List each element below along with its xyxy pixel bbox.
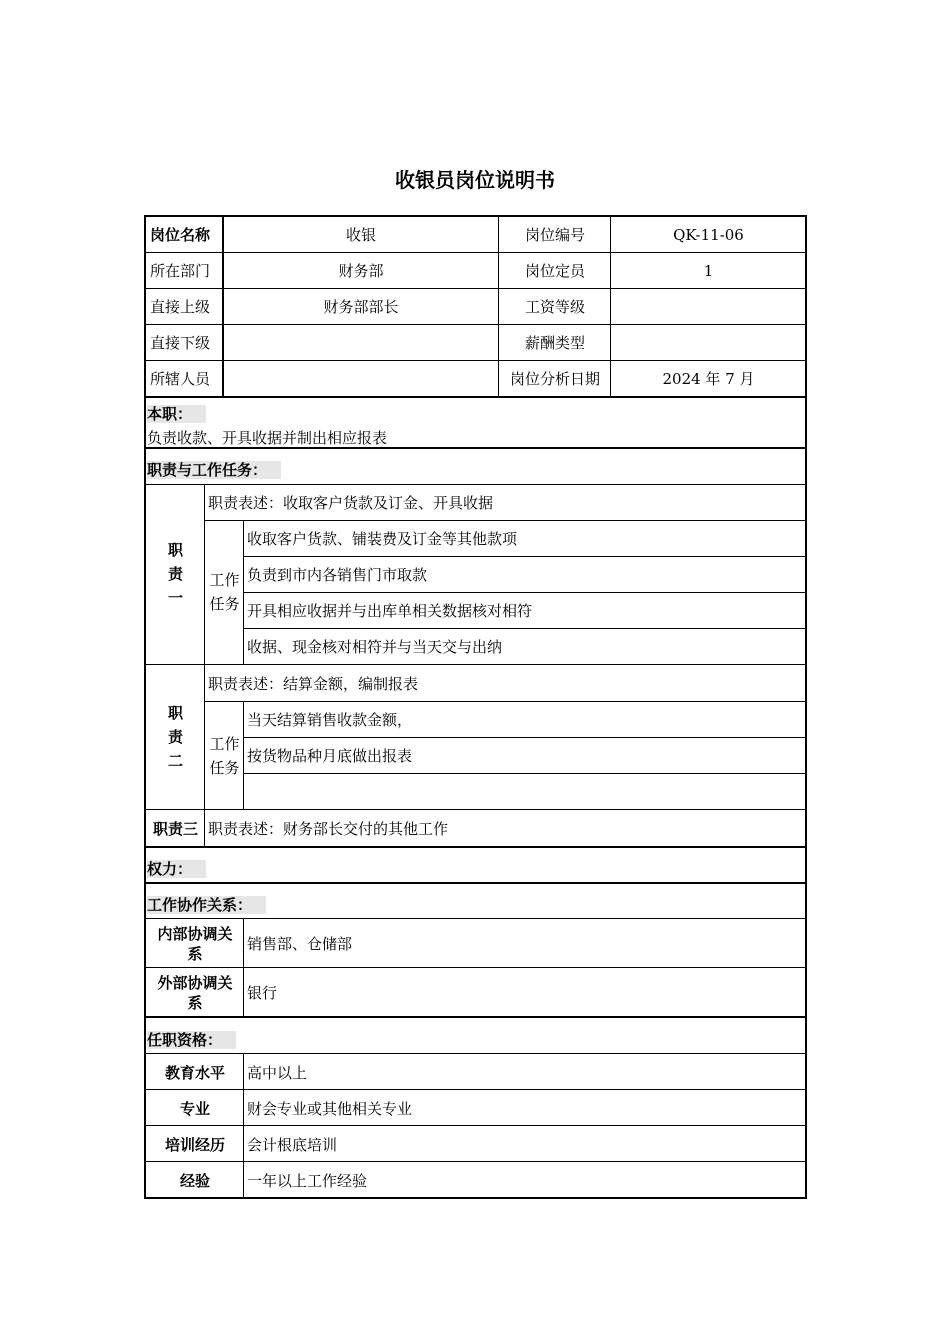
responsibility-1-task-label: 工作 任务	[209, 571, 240, 613]
value-position-name: 收银	[345, 225, 376, 244]
duty-text: 负责收款、开具收据并制出相应报表	[147, 429, 388, 447]
training-value: 会计根底培训	[247, 1136, 338, 1154]
label-position-code: 岗位编号	[524, 225, 585, 244]
external-coordination-label: 外部协调关 系	[157, 974, 233, 1012]
responsibility-1-task-2: 负责到市内各销售门市取款	[247, 566, 428, 584]
responsibility-2-task-2: 按货物品种月底做出报表	[247, 747, 413, 765]
value-headcount: 1	[703, 262, 714, 280]
responsibility-1-task-3: 开具相应收据并与出库单相关数据核对相符	[247, 602, 533, 620]
responsibility-1-label: 职 责 一	[167, 541, 183, 607]
responsibility-2-task-label: 工作 任务	[209, 735, 240, 777]
label-subordinate: 直接下级	[150, 334, 211, 352]
responsibility-3-label: 职责三	[152, 820, 198, 838]
major-value: 财会专业或其他相关专业	[247, 1100, 413, 1118]
external-coordination-value: 银行	[247, 984, 278, 1002]
authority-heading: 权力：	[147, 860, 206, 878]
label-analysis-date: 岗位分析日期	[509, 370, 600, 388]
responsibility-2-task-1: 当天结算销售收款金额，	[247, 711, 413, 729]
responsibility-2-desc: 职责表述：结算金额，编制报表	[208, 675, 419, 693]
responsibility-2-task-3	[244, 774, 806, 810]
qualification-heading: 任职资格：	[147, 1031, 236, 1049]
duty-heading: 本职：	[147, 405, 206, 423]
label-headcount: 岗位定员	[524, 262, 585, 280]
value-managed-staff	[223, 361, 499, 397]
value-analysis-date: 2024 年 7 月	[662, 370, 755, 388]
label-pay-type: 薪酬类型	[524, 334, 585, 352]
value-salary-grade	[611, 289, 806, 325]
responsibility-2-label: 职 责 二	[167, 704, 183, 770]
education-label: 教育水平	[164, 1064, 225, 1082]
internal-coordination-value: 销售部、仓储部	[247, 935, 353, 953]
responsibility-1-task-1: 收取客户货款、铺装费及订金等其他款项	[247, 530, 518, 548]
training-label: 培训经历	[164, 1136, 225, 1154]
experience-label: 经验	[179, 1171, 210, 1190]
responsibility-3-desc: 职责表述：财务部长交付的其他工作	[208, 820, 449, 838]
value-department: 财务部	[338, 262, 384, 280]
responsibility-1-desc: 职责表述：收取客户货款及订金、开具收据	[208, 493, 494, 512]
cooperation-heading: 工作协作关系：	[147, 896, 266, 914]
label-salary-grade: 工资等级	[524, 298, 585, 316]
value-subordinate	[223, 325, 499, 361]
responsibilities-heading: 职责与工作任务：	[147, 461, 281, 479]
value-supervisor: 财务部部长	[323, 298, 399, 316]
internal-coordination-label: 内部协调关 系	[157, 924, 233, 963]
responsibility-1-task-4: 收据、现金核对相符并与当天交与出纳	[247, 638, 503, 656]
education-value: 高中以上	[247, 1064, 308, 1082]
experience-value: 一年以上工作经验	[247, 1171, 368, 1190]
major-label: 专业	[179, 1100, 210, 1118]
label-position-name: 岗位名称	[150, 225, 211, 244]
label-department: 所在部门	[150, 262, 211, 280]
label-supervisor: 直接上级	[150, 298, 211, 316]
value-pay-type	[611, 325, 806, 361]
value-position-code: QK-11-06	[673, 225, 744, 244]
document-title: 收银员岗位说明书	[395, 168, 555, 192]
label-managed-staff: 所辖人员	[150, 370, 211, 388]
